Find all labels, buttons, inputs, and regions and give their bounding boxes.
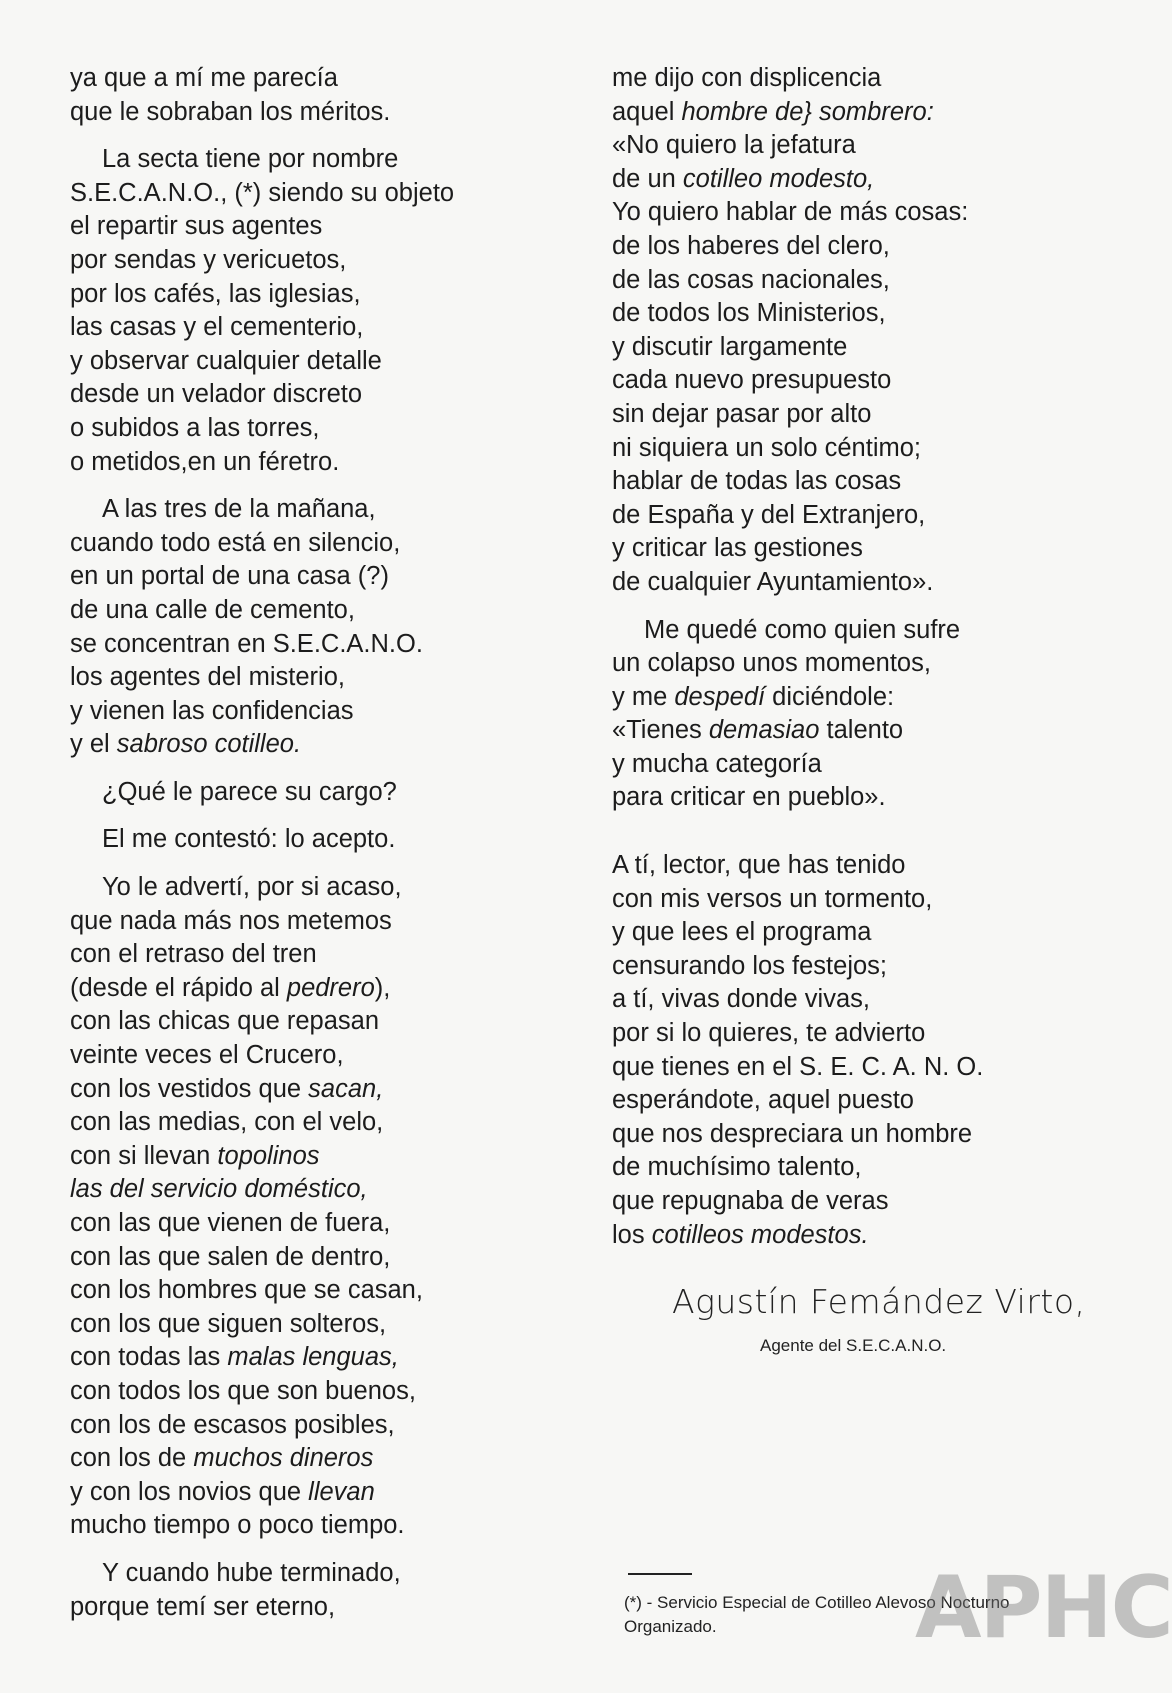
text: y que lees el programa [612,918,872,947]
poem-line [612,230,1082,264]
italic-text: pedrero [286,973,375,1002]
poem-line [612,432,1082,466]
text: A tí, lector, que has tenido [612,851,906,880]
text: (desde el rápido al [70,973,287,1002]
text: diciéndole: [765,682,895,711]
poem-line [612,983,1082,1017]
text: de las cosas nacionales, [612,265,890,294]
text: que nada más nos metemos [70,906,392,935]
poem-line [612,532,1082,566]
text: con los hombres que se casan, [70,1276,423,1305]
poem-line [612,647,1082,681]
footnote-rule [628,1573,692,1575]
italic-text: despedí [674,682,766,711]
text: con si llevan [70,1141,218,1170]
poem-line [612,681,1082,715]
poem-line [612,1084,1082,1118]
poem-line [612,950,1082,984]
text: talento [819,716,904,745]
italic-text: llevan [308,1477,375,1506]
poem-line [70,412,550,446]
poem-line [70,1557,550,1591]
text: un colapso unos momentos, [612,649,931,678]
poem-line [70,661,550,695]
footnote-line: (*) - Servicio Especial de Cotilleo Alevoso Nocturno [624,1593,1010,1612]
poem-line [612,297,1082,331]
text: veinte veces el Crucero, [70,1041,344,1070]
poem-line [70,972,550,1006]
poem-line [70,905,550,939]
poem-line [70,1409,550,1443]
text: los agentes del misterio, [70,663,345,692]
text: con los que siguen solteros, [70,1309,387,1338]
text: aquel [612,97,682,126]
poem-line [612,748,1082,782]
poem-line [612,849,1082,883]
text: y con los novios que [70,1477,309,1506]
poem-line [70,62,550,96]
text: o subidos a las torres, [70,413,320,442]
text: con las medias, con el velo, [70,1108,384,1137]
text: con los vestidos que [70,1074,309,1103]
text: se concentran en S.E.C.A.N.O. [70,629,423,658]
poem-line [70,1173,550,1207]
poem-line [70,1375,550,1409]
text: el repartir sus agentes [70,212,323,241]
poem-line [70,1207,550,1241]
stanza [612,849,1082,1252]
stanza [612,62,1082,600]
poem-line [612,1017,1082,1051]
poem-line [612,1185,1082,1219]
text: por sendas y vericuetos, [70,245,347,274]
text: y vienen las confidencias [70,696,354,725]
stanza [612,829,1082,849]
poem-line [612,781,1082,815]
text: con todos los que son buenos, [70,1376,416,1405]
text: y observar cualquier detalle [70,346,382,375]
poem-line [70,776,550,810]
poem-line [612,1118,1082,1152]
stanza [70,143,550,479]
text: o metidos,en un féretro. [70,447,340,476]
stanza [70,62,550,129]
text: con las que salen de dentro, [70,1242,391,1271]
text: y criticar las gestiones [612,534,863,563]
text: las casas y el cementerio, [70,313,364,342]
poem-line [70,1591,550,1625]
poem-line [70,1140,550,1174]
author-signature: Agustín Femández Virto, [672,1282,1086,1321]
text: de todos los Ministerios, [612,299,886,328]
text: y el [70,730,117,759]
poem-line [70,938,550,972]
poem-line [612,465,1082,499]
text: mucho tiempo o poco tiempo. [70,1511,405,1540]
poem-line [70,1476,550,1510]
poem-line [612,96,1082,130]
poem-line [70,560,550,594]
text: ya que a mí me parecía [70,64,338,92]
text: ni siquiera un solo céntimo; [612,433,922,462]
poem-line [70,1274,550,1308]
italic-text: sabroso cotilleo. [116,730,302,759]
text: sin dejar pasar por alto [612,399,872,428]
stanza [612,614,1082,816]
text: cuando todo está en silencio, [70,528,401,557]
poem-line [70,177,550,211]
poem-line [612,62,1082,96]
text: y discutir largamente [612,332,848,361]
poem-line [612,264,1082,298]
text: y mucha categoría [612,749,822,778]
text: con mis versos un tormento, [612,884,933,913]
italic-text: topolinos [217,1141,320,1170]
italic-text: sacan, [308,1074,384,1103]
text: de una calle de cemento, [70,595,355,624]
poem-left-column [70,62,550,1638]
text: Yo le advertí, por si acaso, [102,873,402,902]
poem-line [612,566,1082,600]
poem-line [70,1106,550,1140]
poem-line [612,714,1082,748]
poem-line [612,398,1082,432]
italic-text: muchos dineros [193,1444,374,1473]
text: desde un velador discreto [70,380,363,409]
text: los [612,1220,652,1249]
italic-text: demasiao [708,716,820,745]
text: cada nuevo presupuesto [612,366,892,395]
poem-line [70,823,550,857]
poem-line [612,883,1082,917]
poem-line [612,499,1082,533]
text: de un [612,164,683,193]
text: «No quiero la jefatura [612,131,856,160]
poem-line [612,129,1082,163]
text: con los de [70,1444,194,1473]
poem-line [612,163,1082,197]
text: que le sobraban los méritos. [70,97,391,126]
poem-line [70,1341,550,1375]
poem-line [70,1442,550,1476]
poem-line [70,210,550,244]
text: por los cafés, las iglesias, [70,279,361,308]
poem-line [70,594,550,628]
poem-line [70,628,550,662]
text: que repugnaba de veras [612,1187,889,1215]
text: porque temí ser eterno, [70,1592,336,1621]
poem-line [612,1219,1082,1253]
text: El me contestó: lo acepto. [102,825,396,854]
text: con el retraso del tren [70,940,317,969]
poem-line [70,345,550,379]
italic-text: hombre de} sombrero: [681,97,934,126]
poem-line [70,244,550,278]
archive-watermark: APHC [915,1558,1172,1658]
text: S.E.C.A.N.O., (*) siendo su objeto [70,178,455,207]
poem-line [70,96,550,130]
text: de muchísimo talento, [612,1153,862,1182]
poem-line [70,695,550,729]
text: ), [374,973,391,1002]
poem-line [70,378,550,412]
poem-line [70,311,550,345]
stanza [70,776,550,810]
text: La secta tiene por nombre [102,145,399,174]
text: para criticar en pueblo». [612,783,886,812]
author-role: Agente del S.E.C.A.N.O. [760,1336,947,1355]
poem-line [70,1509,550,1543]
text: con todas las [70,1343,228,1372]
text: de los haberes del clero, [612,231,890,260]
text: con las que vienen de fuera, [70,1209,391,1237]
italic-text: malas lenguas, [227,1343,399,1372]
poem-line [70,1308,550,1342]
text: hablar de todas las cosas [612,467,902,496]
stanza [70,823,550,857]
italic-text: cotilleo modesto, [682,164,875,193]
poem-line [612,364,1082,398]
poem-line [70,871,550,905]
poem-line [70,1241,550,1275]
text: que nos despreciara un hombre [612,1119,973,1148]
text: Yo quiero hablar de más cosas: [612,198,969,227]
text: Y cuando hube terminado, [102,1558,401,1587]
text: y me [612,682,675,711]
poem-line [70,143,550,177]
poem-line [70,493,550,527]
poem-line [70,728,550,762]
poem-line [612,196,1082,230]
poem-line [612,614,1082,648]
text: en un portal de una casa (?) [70,562,389,591]
poem-line [612,916,1082,950]
text: me dijo con displicencia [612,64,882,92]
poem-line [70,278,550,312]
text: «Tienes [612,716,709,745]
poem-line [612,1151,1082,1185]
poem-line [612,331,1082,365]
text: por si lo quieres, te advierto [612,1019,926,1048]
italic-text: las del servicio doméstico, [70,1175,368,1204]
text: que tienes en el S. E. C. A. N. O. [612,1052,984,1081]
text: con las chicas que repasan [70,1007,380,1036]
text: Me quedé como quien sufre [644,615,961,644]
italic-text: cotilleos modestos. [651,1220,869,1249]
text: de España y del Extranjero, [612,500,926,529]
text: censurando los festejos; [612,951,887,980]
poem-right-column [612,62,1082,1266]
text: de cualquier Ayuntamiento». [612,567,934,596]
footnote-line: Organizado. [624,1617,717,1636]
stanza [70,871,550,1543]
text: ¿Qué le parece su cargo? [102,777,397,806]
text: A las tres de la mañana, [102,495,376,524]
poem-line [70,1039,550,1073]
text: a tí, vivas donde vivas, [612,985,870,1014]
poem-line [612,1051,1082,1085]
stanza [70,493,550,762]
stanza [70,1557,550,1624]
poem-line [70,527,550,561]
text: con los de escasos posibles, [70,1410,395,1439]
text: esperándote, aquel puesto [612,1086,914,1115]
poem-line [70,446,550,480]
poem-line [70,1005,550,1039]
poem-line [70,1073,550,1107]
